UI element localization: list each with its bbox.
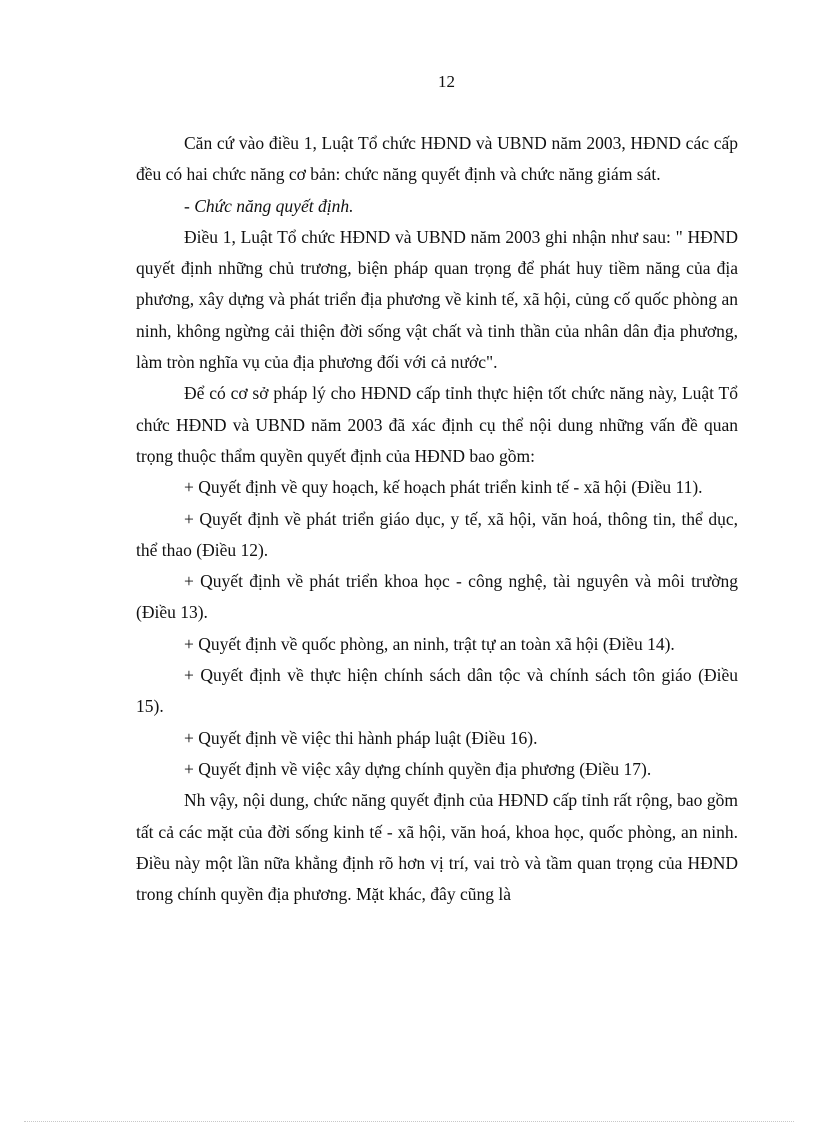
- paragraph: Điều 1, Luật Tổ chức HĐND và UBND năm 2003 ghi nhận như sau: " HĐND quyết định những chủ trương, biện pháp quan trọng để phát huy tiềm năng của địa phương, xây dựng và phát triển địa phương về kinh tế, xã hội, củng cố quốc phòng an ninh, không ngừng cải thiện đời sống vật chất và tinh thần của nhân dân địa phương, làm tròn nghĩa vụ của địa phương đối với cả nước".: [136, 226, 738, 373]
- document-body: [136, 128, 738, 910]
- paragraph: Nh vậy, nội dung, chức năng quyết định của HĐND cấp tỉnh rất rộng, bao gồm tất cả các mặt của đời sống kinh tế - xã hội, văn hoá, khoa học, quốc phòng, an ninh. Điều này một lần nữa khẳng định rõ hơn vị trí, vai trò và tầm quan trọng của HĐND trong chính quyền địa phương. Mặt khác, đây cũng là: [136, 790, 738, 905]
- list-item: + Quyết định về quy hoạch, kế hoạch phát triển kinh tế - xã hội (Điều 11).: [184, 477, 703, 498]
- section-heading: - Chức năng quyết định.: [184, 195, 354, 216]
- list-item: + Quyết định về thực hiện chính sách dân tộc và chính sách tôn giáo (Điều 15).: [136, 665, 738, 717]
- list-item: + Quyết định về phát triển khoa học - công nghệ, tài nguyên và môi trường (Điều 13).: [136, 571, 738, 623]
- list-item: + Quyết định về việc thi hành pháp luật (Điều 16).: [184, 727, 538, 748]
- paragraph: Để có cơ sở pháp lý cho HĐND cấp tỉnh thực hiện tốt chức năng này, Luật Tổ chức HĐND và UBND năm 2003 đã xác định cụ thể nội dung những vấn đề quan trọng thuộc thẩm quyền quyết định của HĐND bao gồm:: [136, 383, 738, 466]
- page-number: 12: [438, 72, 455, 91]
- list-item: + Quyết định về phát triển giáo dục, y tế, xã hội, văn hoá, thông tin, thể dục, thể thao (Điều 12).: [136, 508, 738, 560]
- list-item: + Quyết định về việc xây dựng chính quyền địa phương (Điều 17).: [184, 758, 652, 779]
- list-item: + Quyết định về quốc phòng, an ninh, trật tự an toàn xã hội (Điều 14).: [184, 633, 675, 654]
- page-bottom-divider: [24, 1121, 794, 1122]
- paragraph: Căn cứ vào điều 1, Luật Tổ chức HĐND và UBND năm 2003, HĐND các cấp đều có hai chức năng cơ bản: chức năng quyết định và chức năng giám sát.: [136, 133, 738, 185]
